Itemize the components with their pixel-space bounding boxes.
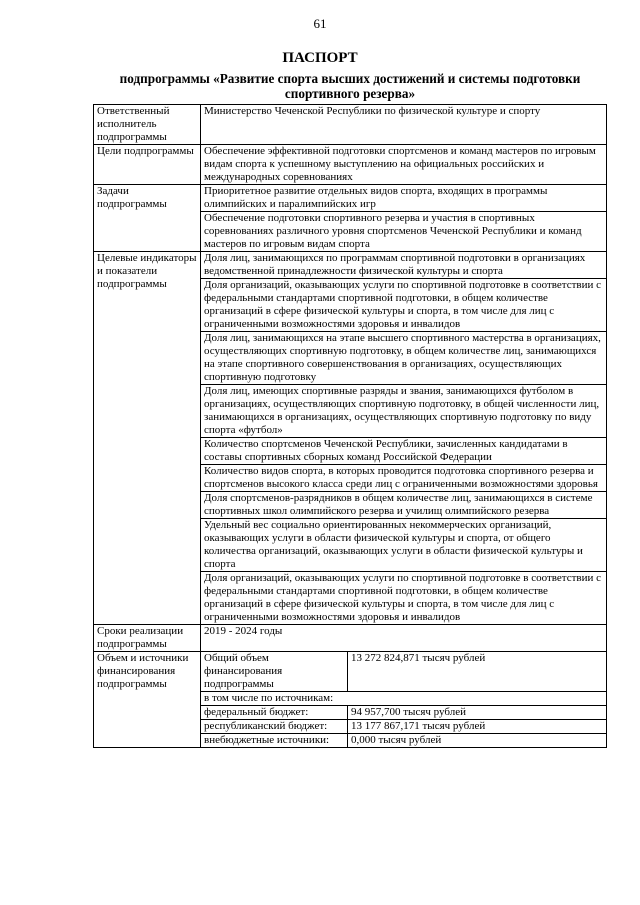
funding-federal-row [201,706,606,720]
funding-table [201,652,606,747]
funding-extra-row [201,734,606,748]
task-item: Обеспечение подготовки спортивного резерва и участия в спортивных соревнованиях различного уровня спортсменов Чеченской Республики и команд мастеров по игровым видам спорта [201,212,607,252]
row-indicators [94,252,607,279]
task-item: Приоритетное развитие отдельных видов спорта, входящих в программы олимпийских и паралимпийских игр [201,185,607,212]
document-subtitle: подпрограммы «Развитие спорта высших достижений и системы подготовки спортивного резерва» [119,71,581,101]
label-indicators: Целевые индикаторы и показатели подпрограммы [94,252,201,625]
indicator-item: Количество видов спорта, в которых проводится подготовка спортивного резерва и спортсменов высокого класса среди лиц с ограниченными возможностями здоровья [201,465,607,492]
document-title: ПАСПОРТ [282,50,358,66]
row-funding [94,652,607,748]
funding-republic-label: республиканский бюджет: [201,720,348,734]
row-tasks [94,185,607,212]
funding-details [201,652,607,748]
passport-table [93,104,607,748]
funding-sources-row [201,692,606,706]
indicator-item: Доля лиц, занимающихся на этапе высшего спортивного мастерства в организациях, осуществляющих спортивную подготовку, в общем количестве лиц, занимающихся на этапе спортивного совершенствования в организациях, осуществляющих спортивную подготовку [201,332,607,385]
indicator-item: Доля лиц, имеющих спортивные разряды и звания, занимающихся футболом в организациях, осуществляющих спортивную подготовку, в общей численности лиц, занимающихся в организациях, осуществляющих спортивную подготовку по виду спорта «футбол» [201,385,607,438]
funding-total-row [201,652,606,692]
indicator-item: Доля организаций, оказывающих услуги по спортивной подготовке в соответствии с федеральными стандартами спортивной подготовки, в общем количестве организаций в сфере физической культуры и спорта, в том числе для лиц с ограниченными возможностями здоровья и инвалидов [201,572,607,625]
label-terms: Сроки реализации подпрограммы [94,625,201,652]
indicator-item: Доля лиц, занимающихся по программам спортивной подготовки в организациях ведомственной принадлежности физической культуры и спорта [201,252,607,279]
value-terms: 2019 - 2024 годы [201,625,607,652]
indicator-item: Доля спортсменов-разрядников в общем количестве лиц, занимающихся в системе спортивных школ олимпийского резерва и училищ олимпийского резерва [201,492,607,519]
indicator-item: Доля организаций, оказывающих услуги по спортивной подготовке в соответствии с федеральными стандартами спортивной подготовки, в общем количестве организаций в сфере физической культуры и спорта, в том числе для лиц с ограниченными возможностями здоровья и инвалидов [201,279,607,332]
label-responsible: Ответственный исполнитель подпрограммы [94,105,201,145]
value-goals: Обеспечение эффективной подготовки спортсменов и команд мастеров по игровым видам спорта к успешному выступлению на официальных российских и международных соревнованиях [201,145,607,185]
indicator-item: Количество спортсменов Чеченской Республики, зачисленных кандидатами в составы спортивных сборных команд Российской Федерации [201,438,607,465]
funding-federal-value: 94 957,700 тысяч рублей [348,706,607,720]
label-goals: Цели подпрограммы [94,145,201,185]
funding-total-value: 13 272 824,871 тысяч рублей [348,652,607,692]
row-goals [94,145,607,185]
page-number: 61 [313,16,327,31]
indicator-item: Удельный вес социально ориентированных некоммерческих организаций, оказывающих услуги в области физической культуры и спорта, от общего количества организаций, оказывающих услуги в области физической культуры и спорта [201,519,607,572]
funding-federal-label: федеральный бюджет: [201,706,348,720]
row-terms [94,625,607,652]
value-responsible: Министерство Чеченской Республики по физической культуре и спорту [201,105,607,145]
funding-republic-value: 13 177 867,171 тысяч рублей [348,720,607,734]
label-tasks: Задачи подпрограммы [94,185,201,252]
funding-extra-value: 0,000 тысяч рублей [348,734,607,748]
label-funding: Объем и источники финансирования подпрограммы [94,652,201,748]
funding-republic-row [201,720,606,734]
funding-extra-label: внебюджетные источники: [201,734,348,748]
funding-sources-label: в том числе по источникам: [201,692,606,706]
funding-total-label: Общий объем финансирования подпрограммы [201,652,348,692]
row-responsible [94,105,607,145]
